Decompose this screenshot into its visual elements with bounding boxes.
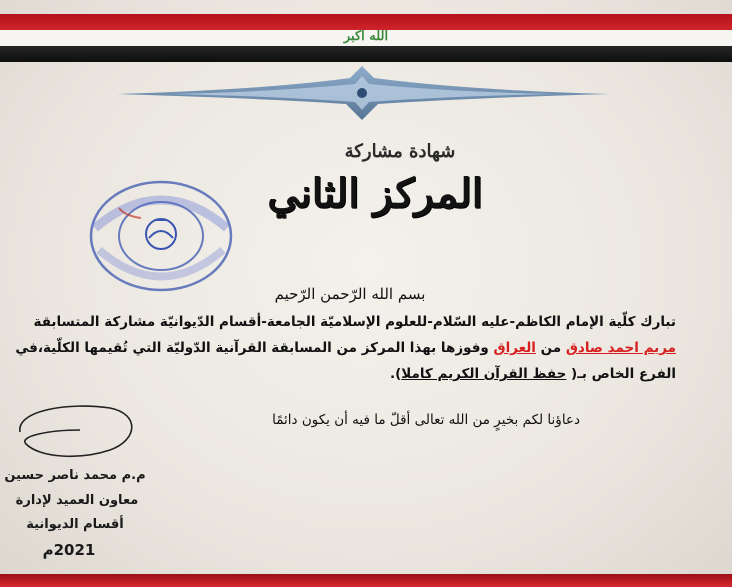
recipient-country: العراق	[493, 340, 536, 356]
body-line-1: تبارك كلّية الإمام الكاظم-عليه السّلام-للعلوم الإسلاميّة الجامعة-أقسام الدّيوانيّة مشاركة المتسابقة	[33, 314, 676, 330]
flag-takbir: الله اكبر	[343, 29, 389, 44]
body-line-3: الفرع الخاص بـ( حفظ القرآن الكريم كاملا).	[389, 366, 676, 382]
certificate-subtitle: شهادة مشاركة	[344, 141, 456, 162]
signatory-position: معاون العميد لإدارة	[15, 493, 139, 508]
bottom-flag-band	[0, 574, 732, 587]
recipient-name: مريم احمد صادق	[565, 340, 676, 356]
body-line-2: مريم احمد صادق من العراق وفوزها بهذا المركز من المسابقة القرآنية الدّوليّة التي تُقيمها الكلّية،في	[15, 340, 676, 356]
iraqi-flag-band	[0, 14, 732, 62]
certificate-year: 2021م	[42, 541, 96, 559]
competition-branch: حفظ القرآن الكريم كاملا	[401, 366, 567, 382]
signatory-name: م.م محمد ناصر حسين	[4, 468, 146, 483]
basmala-text: بسم الله الرّحمن الرّحيم	[274, 285, 426, 303]
prayer-text: دعاؤنا لكم بخيرٍ من الله تعالى أقلّ ما فيه أن يكون دائمًا	[272, 412, 580, 428]
signatory-department: أقسام الديوانية	[26, 517, 124, 532]
emblem-wing-icon	[110, 64, 615, 122]
signature-icon	[10, 400, 140, 460]
certificate-title: المركز الثاني	[267, 170, 483, 217]
official-seal-icon	[85, 178, 237, 298]
